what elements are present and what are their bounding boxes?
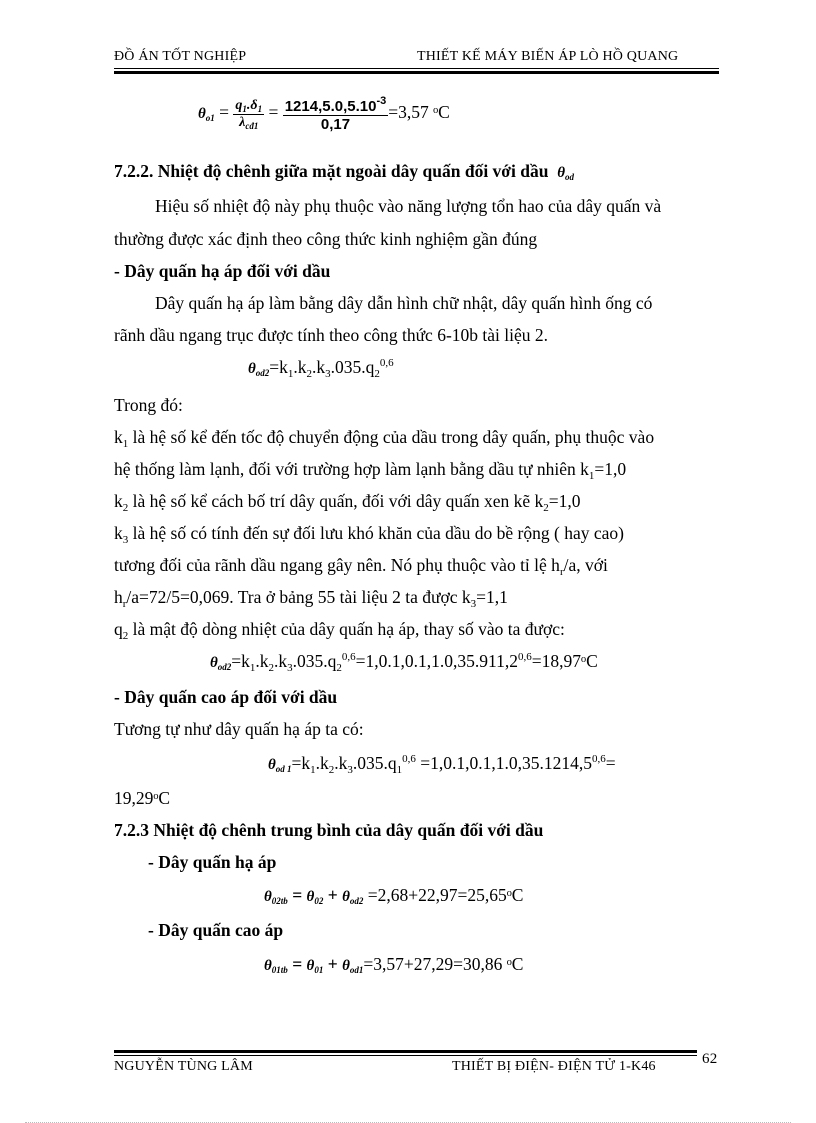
ha-ap-subheading: - Dây quấn hạ áp <box>148 852 277 872</box>
formula-theta-01tb: $\theta_{01tb} = \theta_{01} + \theta_{od1}=3,57+27,29=30,86$ ᵒC <box>264 954 524 975</box>
formula-theta-od2-result: $\theta_{od2}=k_1.k_2.k_3.035.q_2^{0,6}=1,0.1,0.1,1.0,35.911,2^{0,6}=18,97ᵒC$ <box>210 651 598 674</box>
cao-ap-heading: - Dây quấn cao áp đối với dầu <box>114 687 338 707</box>
formula-theta-od1-continuation: 19,29ᵒC <box>114 788 171 808</box>
footer-rule-thin <box>114 1055 697 1056</box>
ha-ap-heading: - Dây quấn hạ áp đối với dầu <box>114 261 331 281</box>
k3-definition-line-2: tương đối của rãnh dầu ngang gây nên. Nó phụ thuộc vào tỉ lệ $h_r/a$, với <box>114 555 608 578</box>
footer-rule-thick <box>114 1050 697 1053</box>
tuong-tu-text: Tương tự như dây quấn hạ áp ta có: <box>114 719 364 739</box>
header-left: ĐỒ ÁN TỐT NGHIỆP <box>114 49 247 64</box>
footer-left: NGUYỄN TÙNG LÂM <box>114 1059 253 1074</box>
paragraph-1-line-1: Hiệu số nhiệt độ này phụ thuộc vào năng lượng tổn hao của dây quấn và <box>155 196 662 216</box>
footer-right: THIẾT BỊ ĐIỆN- ĐIỆN TỬ 1-K46 <box>452 1059 656 1074</box>
paragraph-2-line-2: rãnh dầu ngang trục được tính theo công thức 6-10b tài liệu 2. <box>114 325 549 345</box>
k1-definition-line-1: $k_1$ là hệ số kể đến tốc độ chuyển động của dầu trong dây quấn, phụ thuộc vào <box>114 427 655 450</box>
trong-do-label: Trong đó: <box>114 395 183 415</box>
paragraph-2-line-1: Dây quấn hạ áp làm bằng dây dẫn hình chữ nhật, dây quấn hình ống có <box>155 293 653 313</box>
q2-definition: $q_2$ là mật độ dòng nhiệt của dây quấn hạ áp, thay số vào ta được: <box>114 619 565 642</box>
formula-theta-od2: $\theta_{od2}=k_1.k_2.k_3.035.q_2^{0,6}$ <box>248 357 394 380</box>
k3-definition-line-3: $h_r/a=72/5=0,069$. Tra ở bảng 55 tài liệu 2 ta được $k_3=1,1$ <box>114 587 508 610</box>
k2-definition: $k_2$ là hệ số kể cách bố trí dây quấn, đối với dây quấn xen kẽ $k_2=1,0$ <box>114 491 581 514</box>
page-number: 62 <box>702 1051 718 1067</box>
header-rule-thin <box>114 68 719 69</box>
header-right: THIẾT KẾ MÁY BIẾN ÁP LÒ HỒ QUANG <box>417 49 679 64</box>
header-rule-thick <box>114 71 719 74</box>
cao-ap-subheading: - Dây quấn cao áp <box>148 920 284 940</box>
formula-theta-02tb: $\theta_{02tb} = \theta_{02} + \theta_{od2}$ =2,68+22,97=25,65ᵒC <box>264 885 524 906</box>
paragraph-1-line-2: thường được xác định theo công thức kinh nghiệm gần đúng <box>114 229 538 249</box>
section-722-heading: 7.2.2. Nhiệt độ chênh giữa mặt ngoài dây quấn đối với dầu $\theta_{od}$ <box>114 161 574 182</box>
k3-definition-line-1: $k_3$ là hệ số có tính đến sự đối lưu khó khăn của dầu do bề rộng ( hay cao) <box>114 523 624 546</box>
formula-theta-o1: $\theta_{o1}$ = $\frac{q_1.\delta_1}{\lambda_{cđ1}}$ = $\frac{1214,5.0,5.10^{-3}}{0,17}$ =3,57 ᵒC <box>198 95 450 133</box>
k1-definition-line-2: hệ thống làm lạnh, đối với trường hợp làm lạnh bằng dầu tự nhiên $k_1=1,0$ <box>114 459 627 482</box>
formula-theta-od1: $\theta_{od 1}=k_1.k_2.k_3.035.q_1^{0,6} =1,0.1,0.1,1.0,35.1214,5^{0,6}=$ <box>268 753 616 776</box>
section-723-heading: 7.2.3 Nhiệt độ chênh trung bình của dây quấn đối với dầu <box>114 820 544 840</box>
